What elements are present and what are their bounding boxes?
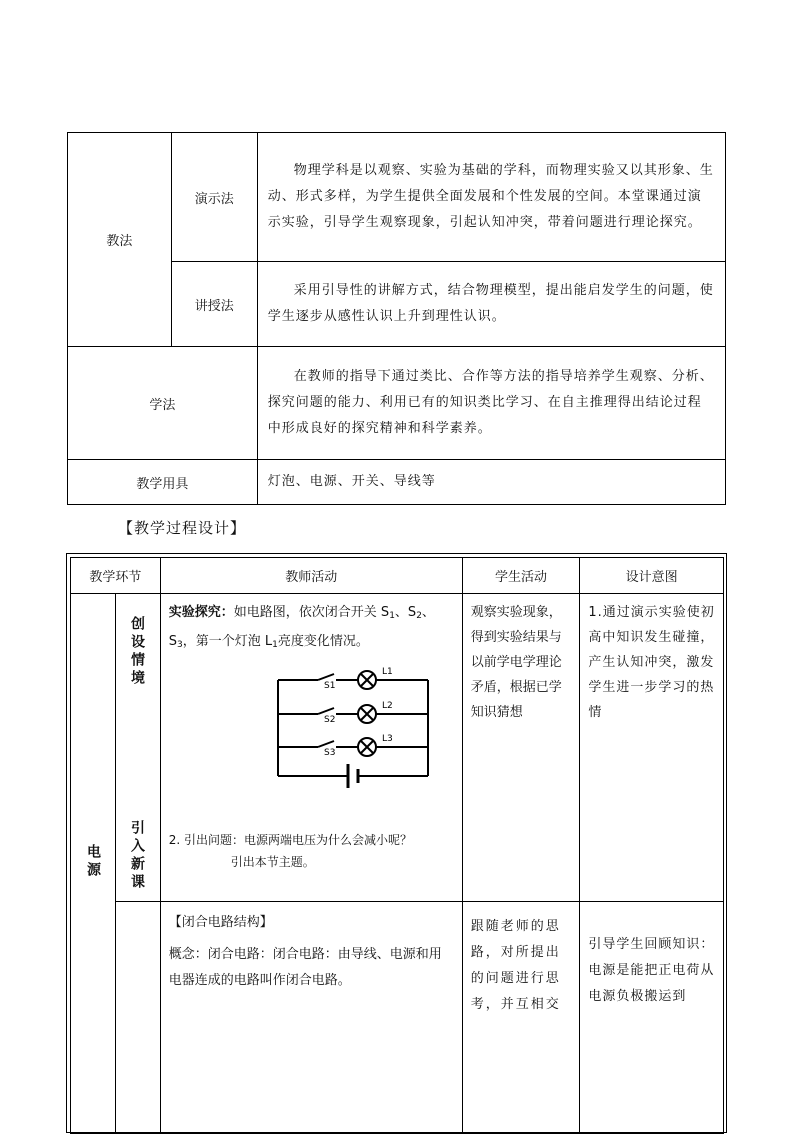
- section-label: 电源: [84, 843, 101, 880]
- question-line-2: 引出本节主题。: [230, 855, 315, 869]
- header-student: 学生活动: [462, 558, 580, 594]
- lecture-method-text: 采用引导性的讲解方式，结合物理模型，提出能启发学生的问题，使学生逐步从感性认识上升到理性认识。: [257, 262, 725, 347]
- experiment-title: 实验探究：: [168, 605, 234, 620]
- closed-circuit-concept: 概念：闭合电路：闭合电路：由导线、电源和用电器连成的电路叫作闭合电路。: [168, 947, 442, 988]
- tools-text: 灯泡、电源、开关、导线等: [257, 460, 725, 505]
- demo-method-text: 物理学科是以观察、实验为基础的学科，而物理实验又以其形象、生动、形式多样，为学生提供全面发展和个性发展的空间。本堂课通过演示实验，引导学生观察现象，引起认知冲突，带着问题进行理论探究。: [257, 133, 725, 262]
- stage-label-a: 创设情境: [128, 616, 145, 688]
- stage-cell: [115, 594, 160, 902]
- sub-l: 1: [272, 640, 278, 650]
- lecture-method-label: 讲授法: [171, 262, 257, 347]
- exp-text-5: 亮度变化情况。: [277, 634, 369, 649]
- method-table: [67, 132, 726, 505]
- label-s3: S3: [323, 748, 336, 758]
- student-activity-2: 跟随老师的思路，对所提出的问题进行思考，并互相交: [462, 902, 580, 1134]
- design-intent-2: 引导学生回顾知识：电源是能把正电荷从电源负极搬运到: [580, 902, 724, 1134]
- label-l1: L1: [381, 667, 393, 677]
- sub-1: 1: [389, 611, 395, 621]
- header-intent: 设计意图: [580, 558, 724, 594]
- teacher-activity-1: [160, 594, 462, 902]
- learning-method-label: 学法: [68, 347, 258, 460]
- exp-text-1: 如电路图，依次闭合开关 S: [233, 605, 390, 620]
- label-l3: L3: [381, 734, 393, 744]
- sub-3: 3: [177, 640, 183, 650]
- process-table: [70, 557, 724, 1134]
- stage-cell-2: [115, 902, 160, 1134]
- process-heading: 【教学过程设计】: [118, 519, 247, 537]
- design-intent-1: 1.通过演示实验使初高中知识发生碰撞，产生认知冲突，激发学生进一步学习的热情: [580, 594, 724, 902]
- tools-label: 教学用具: [68, 460, 258, 505]
- experiment-description: [169, 600, 454, 658]
- header-stage: 教学环节: [71, 558, 161, 594]
- label-l2: L2: [381, 701, 393, 711]
- section-cell: [71, 594, 116, 1134]
- exp-text-2: 、S: [394, 605, 417, 620]
- header-teacher: 教师活动: [160, 558, 462, 594]
- learning-method-text: 在教师的指导下通过类比、合作等方法的指导培养学生观察、分析、探究问题的能力、利用已有的知识类比学习、在自主推理得出结论过程中形成良好的探究精神和科学素养。: [257, 347, 725, 460]
- sub-2: 2: [416, 611, 422, 621]
- exp-text-4: ，第一个灯泡 L: [182, 634, 273, 649]
- label-s1: S1: [323, 681, 336, 691]
- demo-method-label: 演示法: [171, 133, 257, 262]
- circuit-diagram: [274, 666, 434, 788]
- student-activity-1: 观察实验现象，得到实验结果与以前学电学理论矛盾，根据已学知识猜想: [462, 594, 580, 902]
- question-line-1: 2. 引出问题：电源两端电压为什么会减小呢？: [168, 833, 413, 847]
- teacher-activity-2: [160, 902, 462, 1134]
- teaching-method-label: 教法: [68, 133, 172, 347]
- label-s2: S2: [323, 715, 336, 725]
- exp-text-3: 、S: [168, 605, 435, 649]
- closed-circuit-title: 【闭合电路结构】: [168, 915, 273, 930]
- stage-label-b: 引入新课: [128, 820, 145, 892]
